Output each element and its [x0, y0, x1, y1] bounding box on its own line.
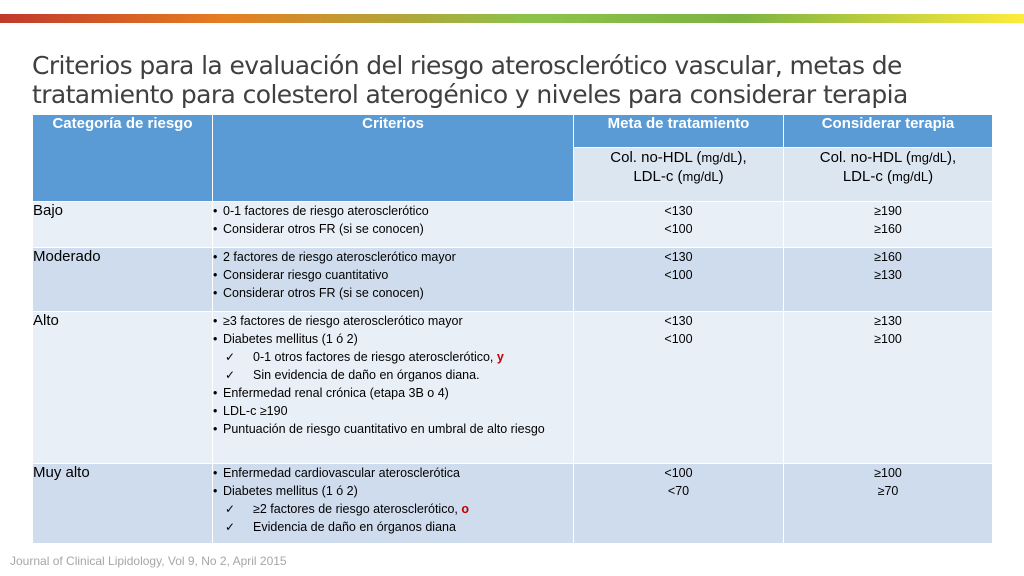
title-line-1: Criterios para la evaluación del riesgo aterosclerótico vascular, metas de	[32, 50, 902, 80]
subheader-therapy: Col. no-HDL (mg/dL), LDL-c (mg/dL)	[784, 148, 993, 202]
row-goal: <130 <100	[574, 248, 784, 312]
row-category: Moderado	[33, 248, 213, 312]
row-therapy: ≥130 ≥100	[784, 312, 993, 464]
check-item: ✓ Evidencia de daño en órganos diana	[213, 518, 573, 536]
row-criteria: • 2 factores de riesgo aterosclerótico mayor • Considerar riesgo cuantitativo • Considerar otros FR (si se conocen)	[213, 248, 574, 312]
header-category: Categoría de riesgo	[33, 115, 213, 202]
table-row	[33, 202, 993, 248]
top-gradient-bar	[0, 14, 1024, 23]
row-therapy: ≥100 ≥70	[784, 464, 993, 544]
table-row	[33, 248, 993, 312]
check-item: ✓ 0-1 otros factores de riesgo aterosclerótico, y	[213, 348, 573, 366]
table-row	[33, 464, 993, 544]
source-citation: Journal of Clinical Lipidology, Vol 9, No 2, April 2015	[10, 554, 287, 568]
page-title	[32, 51, 1002, 109]
row-goal: <130 <100	[574, 312, 784, 464]
title-line-2: tratamiento para colesterol aterogénico y niveles para considerar terapia	[32, 79, 908, 109]
table-row	[33, 312, 993, 464]
row-criteria: • ≥3 factores de riesgo aterosclerótico mayor • Diabetes mellitus (1 ó 2) ✓ 0-1 otros factores de riesgo aterosclerótico, y ✓ Sin evidencia de daño en órganos diana. • Enfermedad renal crónica (etapa 3B o 4) • LDL-c ≥190 • Puntuación de riesgo cuantitativo en umbral de alto riesgo	[213, 312, 574, 464]
risk-criteria-table	[32, 114, 993, 544]
check-item: ✓ ≥2 factores de riesgo aterosclerótico, o	[213, 500, 573, 518]
row-therapy: ≥190 ≥160	[784, 202, 993, 248]
row-category: Alto	[33, 312, 213, 464]
row-category: Muy alto	[33, 464, 213, 544]
check-item: ✓ Sin evidencia de daño en órganos diana.	[213, 366, 573, 384]
row-category: Bajo	[33, 202, 213, 248]
row-therapy: ≥160 ≥130	[784, 248, 993, 312]
header-goal: Meta de tratamiento	[574, 115, 784, 148]
row-goal: <130 <100	[574, 202, 784, 248]
row-criteria: • 0-1 factores de riesgo aterosclerótico • Considerar otros FR (si se conocen)	[213, 202, 574, 248]
header-therapy: Considerar terapia	[784, 115, 993, 148]
subheader-goal: Col. no-HDL (mg/dL), LDL-c (mg/dL)	[574, 148, 784, 202]
header-criteria: Criterios	[213, 115, 574, 202]
row-criteria: • Enfermedad cardiovascular aterosclerótica • Diabetes mellitus (1 ó 2) ✓ ≥2 factores de riesgo aterosclerótico, o ✓ Evidencia de daño en órganos diana	[213, 464, 574, 544]
row-goal: <100 <70	[574, 464, 784, 544]
